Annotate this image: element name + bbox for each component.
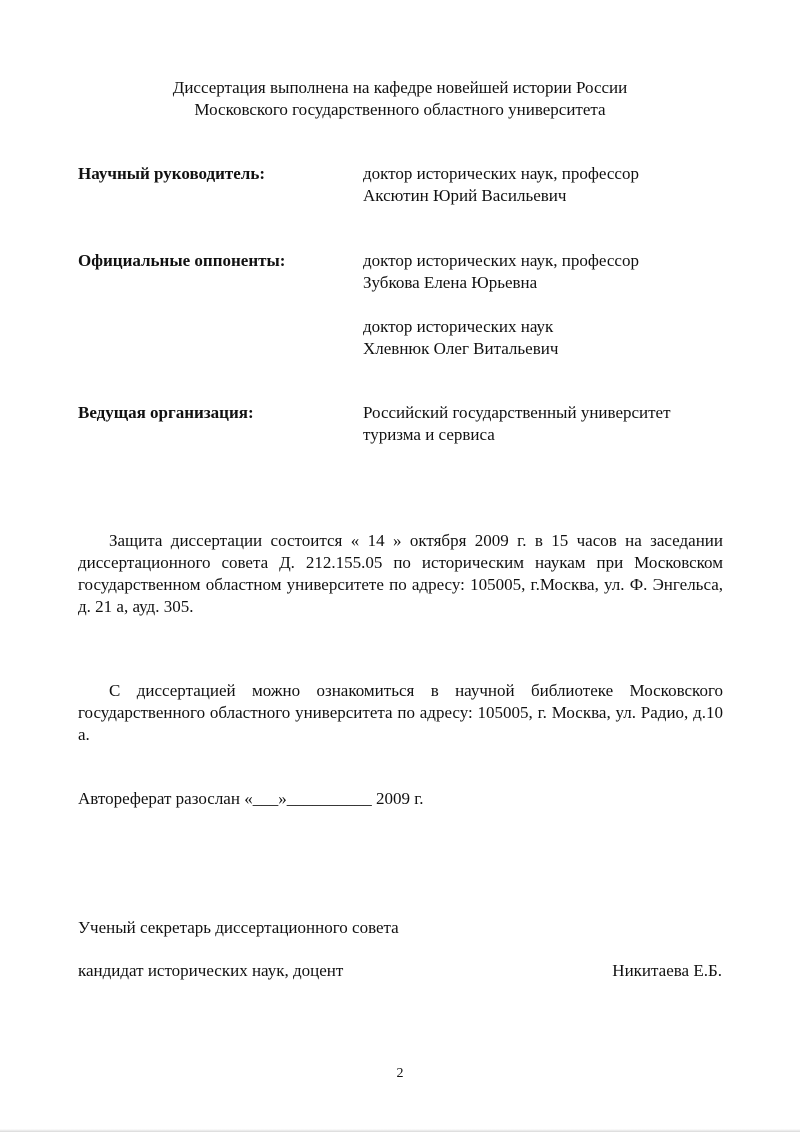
secretary-name: Никитаева Е.Б. [612,961,722,980]
supervisor-name: Аксютин Юрий Васильевич [363,186,567,205]
leading-org-line-2: туризма и сервиса [363,425,495,444]
leading-org-label: Ведущая организация: [78,403,254,422]
secretary-line: Ученый секретарь диссертационного совета [78,918,399,937]
opponent-2-degree: доктор исторических наук [363,317,554,336]
opponents-label: Официальные оппоненты: [78,251,286,270]
opponent-1-degree: доктор исторических наук, профессор [363,251,639,270]
supervisor-degree: доктор исторических наук, профессор [363,164,639,183]
supervisor-label: Научный руководитель: [78,164,265,183]
abstract-sent-line: Автореферат разослан «___»__________ 2009 г. [78,789,424,808]
secretary-title: кандидат исторических наук, доцент [78,961,344,980]
opponent-1-name: Зубкова Елена Юрьевна [363,273,538,292]
supervisor-value [363,163,639,207]
leading-org-line-1: Российский государственный университет [363,403,671,422]
library-paragraph: С диссертацией можно ознакомиться в научной библиотеке Московского государственного областного университета по адресу: 105005, г. Москва, ул. Радио, д.10 а. [78,681,723,744]
opponent-gap [363,294,639,316]
defense-paragraph: Защита диссертации состоится « 14 » октября 2009 г. в 15 часов на заседании диссертационного совета Д. 212.155.05 по историческим наукам при Московском государственном областном университете по адресу: 105005, г.Москва, ул. Ф. Энгельса, д. 21 а, ауд. 305. [78,531,723,616]
opponents-value [363,250,639,360]
dissertation-header [0,77,800,121]
leading-org-value [363,402,671,446]
header-line-1: Диссертация выполнена на кафедре новейшей истории России [172,78,628,97]
page-number: 2 [396,1066,404,1081]
header-line-2: Московского государственного областного университета [194,100,606,119]
opponent-2-name: Хлевнюк Олег Витальевич [363,339,559,358]
